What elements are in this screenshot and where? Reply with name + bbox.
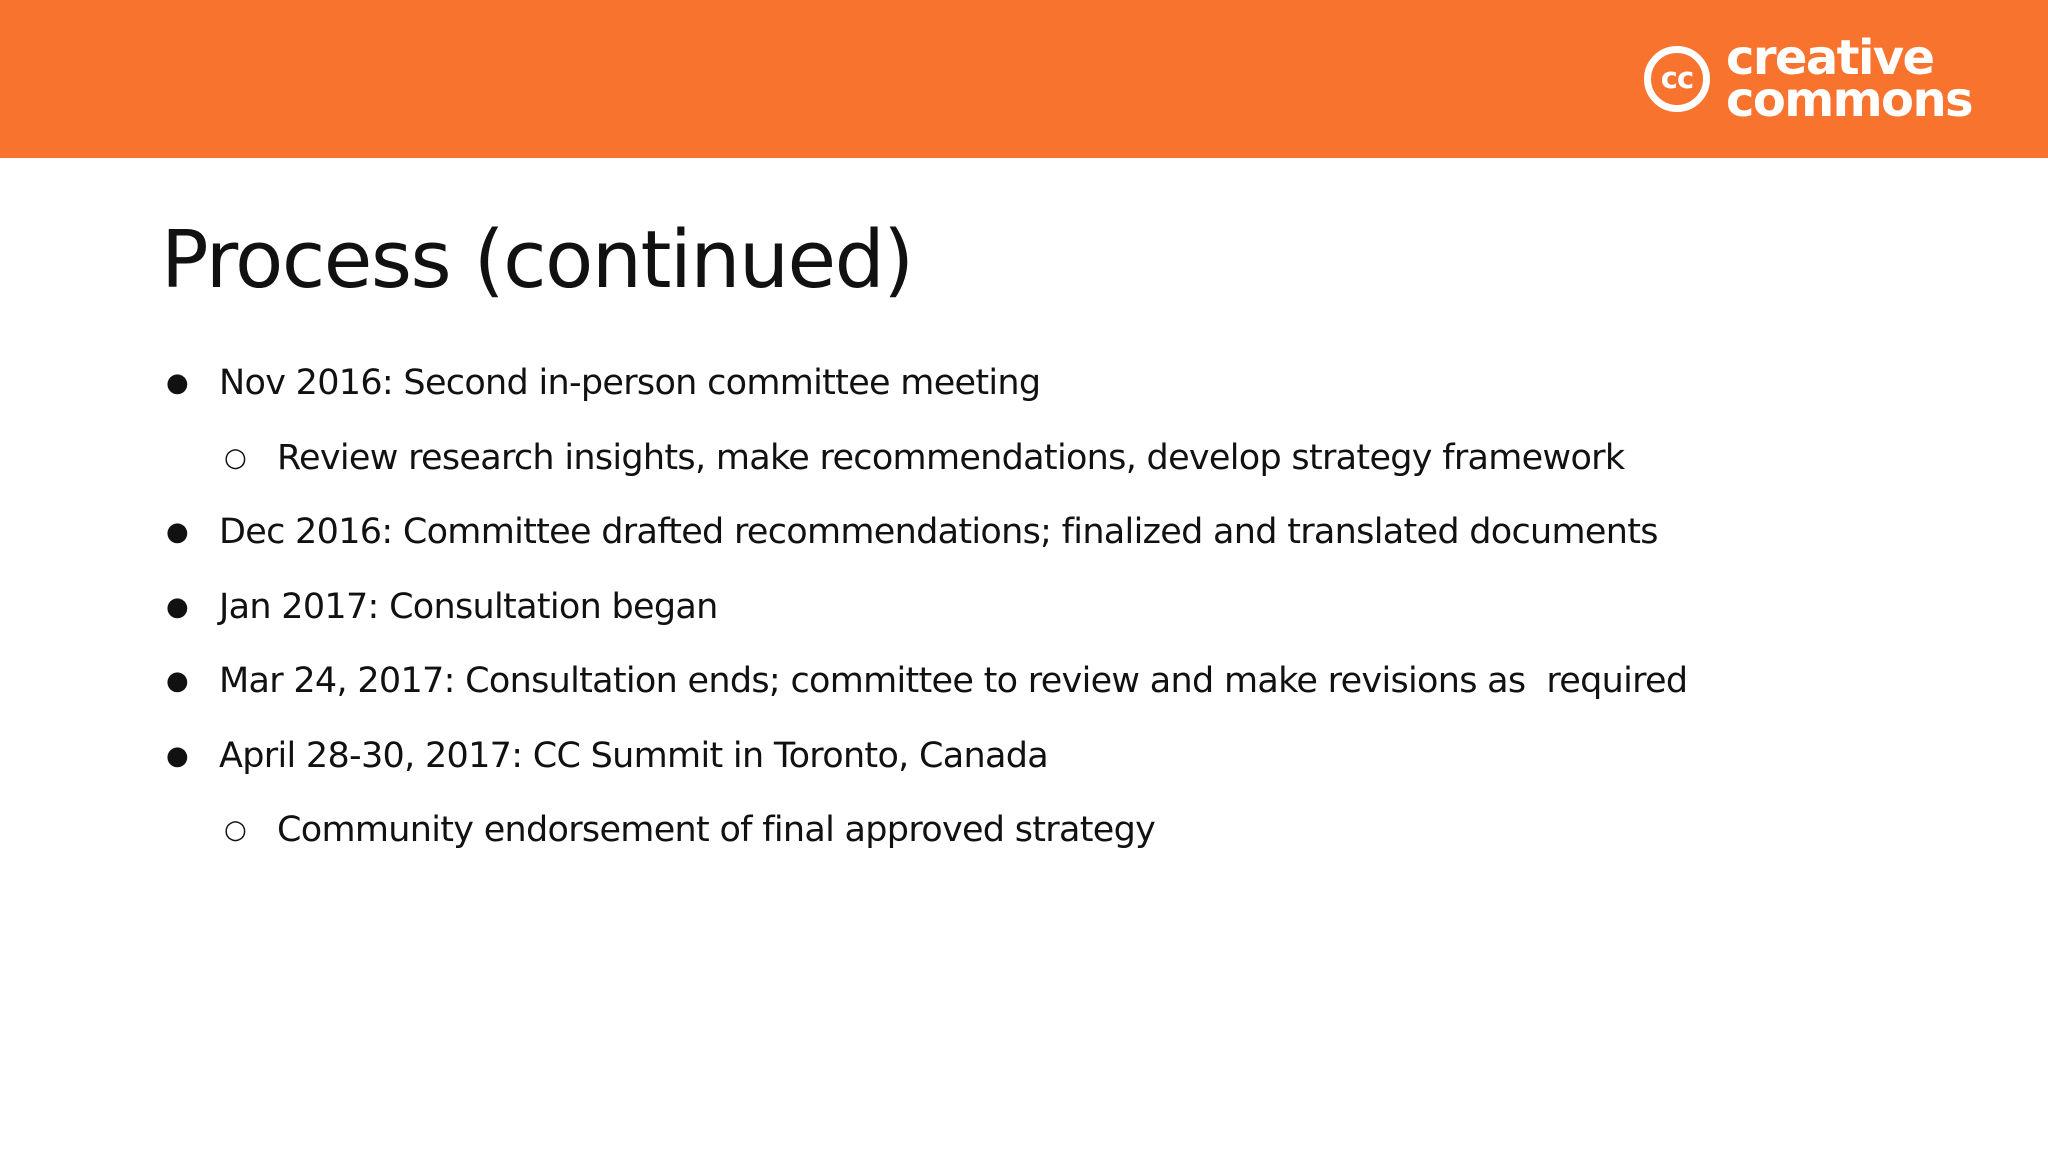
hollow-bullet-icon: ○ xyxy=(224,442,247,473)
filled-bullet-icon: ● xyxy=(166,740,189,771)
header-bar xyxy=(0,0,2048,158)
bullet-item xyxy=(0,729,2048,804)
slide-title: Process (continued) xyxy=(161,214,913,306)
bullet-item xyxy=(0,356,2048,431)
bullet-list xyxy=(0,356,2048,878)
bullet-text: Mar 24, 2017: Consultation ends; committee to review and make revisions as required xyxy=(219,661,1688,701)
bullet-text: April 28-30, 2017: CC Summit in Toronto, Canada xyxy=(219,735,1048,776)
bullet-text: Jan 2017: Consultation began xyxy=(219,586,718,627)
bullet-item xyxy=(0,505,2048,580)
filled-bullet-icon: ● xyxy=(166,666,189,696)
filled-bullet-icon: ● xyxy=(166,517,189,547)
bullet-text: Dec 2016: Committee drafted recommendations; finalized and translated documents xyxy=(219,512,1658,552)
logo-word-commons: commons xyxy=(1726,72,1972,128)
cc-symbol: cc xyxy=(1660,61,1694,95)
sub-bullet-text: Review research insights, make recommendations, develop strategy framework xyxy=(277,437,1625,478)
filled-bullet-icon: ● xyxy=(166,368,189,398)
hollow-bullet-icon: ○ xyxy=(224,815,247,845)
logo-word-creative: creative xyxy=(1726,30,1934,86)
sub-bullet-item xyxy=(0,803,2048,878)
filled-bullet-icon: ● xyxy=(166,591,189,622)
creative-commons-logo xyxy=(1644,30,2014,132)
sub-bullet-item xyxy=(0,431,2048,506)
sub-bullet-text: Community endorsement of final approved strategy xyxy=(277,810,1156,850)
bullet-text: Nov 2016: Second in-person committee meeting xyxy=(219,363,1041,403)
bullet-item xyxy=(0,580,2048,655)
bullet-item xyxy=(0,654,2048,729)
